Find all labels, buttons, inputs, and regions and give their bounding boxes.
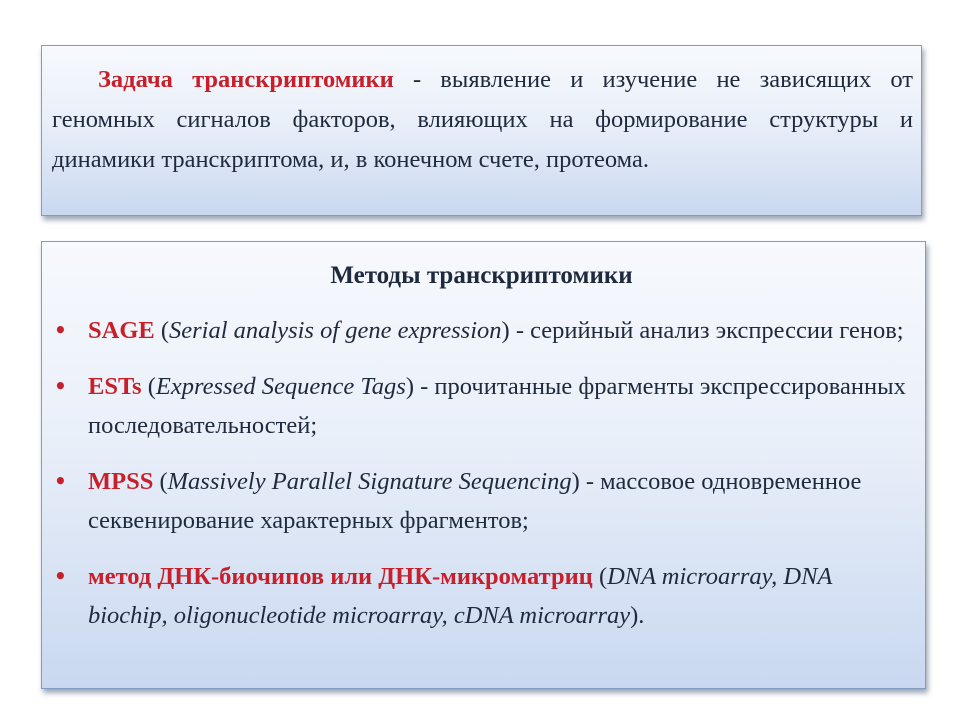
- method-abbr: MPSS: [88, 468, 154, 495]
- method-description: ) - серийный анализ экспрессии генов;: [501, 317, 904, 344]
- methods-title: Методы транскриптомики: [330, 262, 633, 289]
- bullet-icon: •: [54, 564, 67, 588]
- method-abbr: метод ДНК-биочипов или ДНК-микроматриц: [88, 563, 593, 590]
- method-open: (: [592, 563, 608, 590]
- method-abbr: ESTs: [88, 373, 142, 400]
- task-definition-box: [41, 45, 922, 216]
- methods-box: [41, 241, 926, 689]
- method-item-microarray: [52, 557, 911, 635]
- task-definition-text: [52, 60, 913, 180]
- bullet-icon: •: [54, 318, 67, 342]
- method-english-name: Massively Parallel Signature Sequencing: [167, 468, 572, 495]
- method-open: (: [141, 373, 156, 400]
- method-item-ests: [52, 367, 911, 445]
- task-term: Задача транскриптомики: [98, 66, 394, 93]
- bullet-icon: •: [54, 469, 67, 493]
- bullet-icon: •: [54, 374, 67, 398]
- method-open: (: [154, 317, 170, 344]
- method-abbr: SAGE: [88, 317, 155, 344]
- task-description: - выявление и изучение не зависящих от геномных сигналов факторов, влияющих на формирование структуры и динамики транскриптома, и, в конечном счете, протеома.: [52, 66, 913, 173]
- method-open: (: [153, 468, 168, 495]
- method-english-name: Expressed Sequence Tags: [155, 373, 406, 400]
- method-english-name: DNA microarray, DNA biochip, oligonucleotide microarray, cDNA microarray: [88, 563, 832, 629]
- method-item-sage: [52, 311, 911, 350]
- method-english-name: Serial analysis of gene expression: [169, 317, 502, 344]
- method-description: ) - массовое одновременное секвенирование характерных фрагментов;: [88, 468, 862, 534]
- method-description: ) - прочитанные фрагменты экспрессированных последовательностей;: [88, 373, 906, 439]
- method-description: ).: [630, 602, 645, 629]
- methods-list: [52, 311, 911, 635]
- method-item-mpss: [52, 462, 911, 540]
